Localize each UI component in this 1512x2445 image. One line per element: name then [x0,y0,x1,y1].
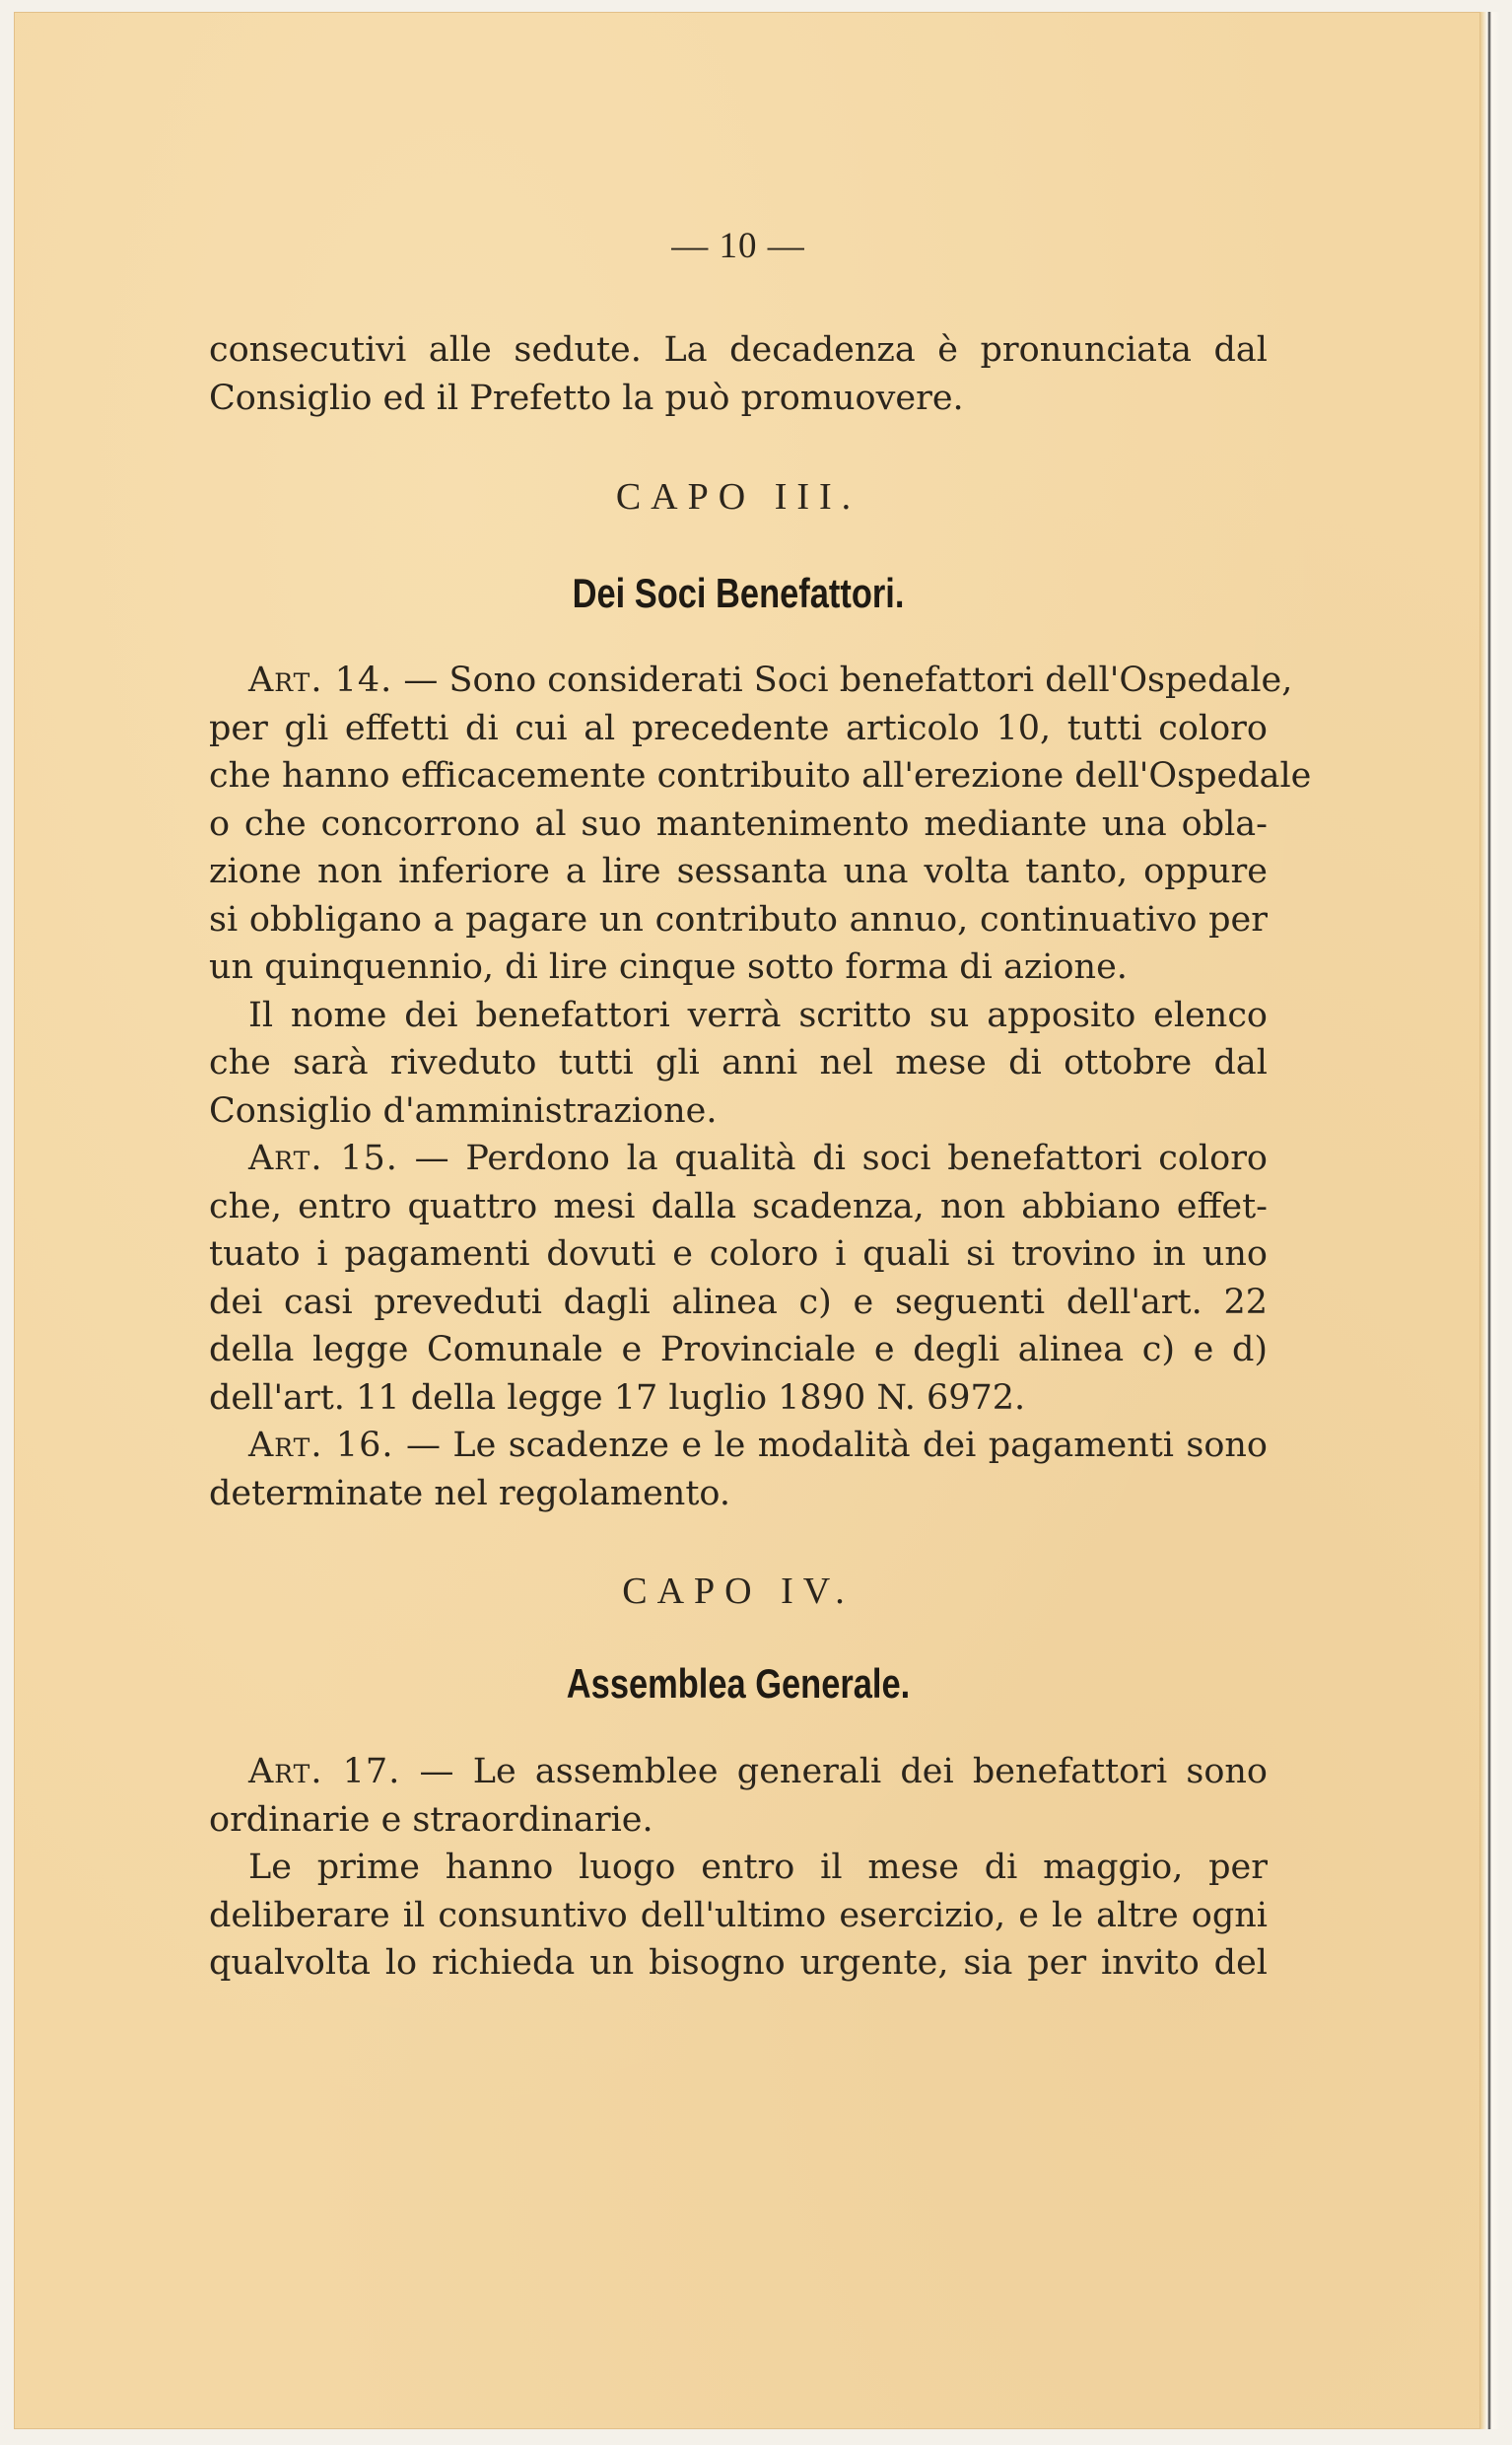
article-text: — Le scadenze e le modalità dei pagamenti sono [405,1426,1268,1465]
text-line: dell'art. 11 della legge 17 luglio 1890 N. 6972. [209,1377,1026,1418]
text-line: Le prime hanno luogo entro il mese di maggio, per [248,1848,1268,1887]
article-label: Art. 17. [248,1752,401,1791]
text-line: tuato i pagamenti dovuti e coloro i quali si trovino in uno [209,1234,1268,1274]
article-first-line [209,1422,1268,1470]
chapter-label-4: CAPO IV. [622,1571,855,1612]
article-15 [209,1135,1268,1422]
text-line: Il nome dei benefattori verrà scritto su apposito elenco [248,995,1268,1035]
text-line: un quinquennio, di lire cinque sotto forma di azione. [209,947,1128,987]
article-first-line [209,1748,1268,1796]
text-line: consecutivi alle sedute. La decadenza è pronunciata dal [209,330,1268,370]
text-line: determinate nel regolamento. [209,1473,730,1513]
text-line: ordinarie e straordinarie. [209,1799,653,1840]
article-14 [209,657,1312,1135]
chapter-label-3: CAPO III. [615,476,861,518]
article-text: — Perdono la qualità di soci benefattori coloro [414,1139,1268,1178]
text-line: che, entro quattro mesi dalla scadenza, non abbiano effet- [209,1186,1268,1226]
article-label: Art. 15. [248,1139,398,1178]
text-line: che sarà riveduto tutti gli anni nel mese di ottobre dal [209,1043,1268,1083]
text-line: Consiglio ed il Prefetto la può promuovere. [209,378,964,418]
chapter-title-3: Dei Soci Benefattori. [572,570,905,616]
text-line: della legge Comunale e Provinciale e degli alinea c) e d) [209,1330,1268,1369]
article-17 [209,1748,1268,1988]
text-line: zione non inferiore a lire sessanta una volta tanto, oppure [209,852,1268,891]
article-text: — Le assemblee generali dei benefattori sono [419,1752,1268,1791]
page-edge [1480,12,1500,2429]
text-line: che hanno efficacemente contribuito all'erezione dell'Ospedale [209,756,1312,796]
page-number: — 10 — [671,226,805,266]
article-first-line [209,657,1293,705]
text-line: dei casi preveduti dagli alinea c) e seguenti dell'art. 22 [209,1282,1268,1322]
text-line: si obbligano a pagare un contributo annuo, continuativo per [209,899,1268,940]
text-line: qualvolta lo richieda un bisogno urgente, sia per invito del [209,1943,1268,1983]
intro-paragraph [209,326,1268,422]
article-label: Art. 14. [248,661,393,700]
article-first-line [209,1135,1268,1183]
chapter-title-4: Assemblea Generale. [566,1660,911,1707]
text-line: per gli effetti di cui al precedente articolo 10, tutti coloro [209,708,1268,748]
text-line: o che concorrono al suo mantenimento mediante una obla- [209,803,1268,844]
article-text: — Sono considerati Soci benefattori dell'Ospedale, [403,661,1293,700]
article-16 [209,1422,1268,1517]
text-line: deliberare il consuntivo dell'ultimo esercizio, e le altre ogni [209,1895,1268,1935]
text-line: Consiglio d'amministrazione. [209,1090,718,1131]
article-label: Art. 16. [248,1426,394,1465]
